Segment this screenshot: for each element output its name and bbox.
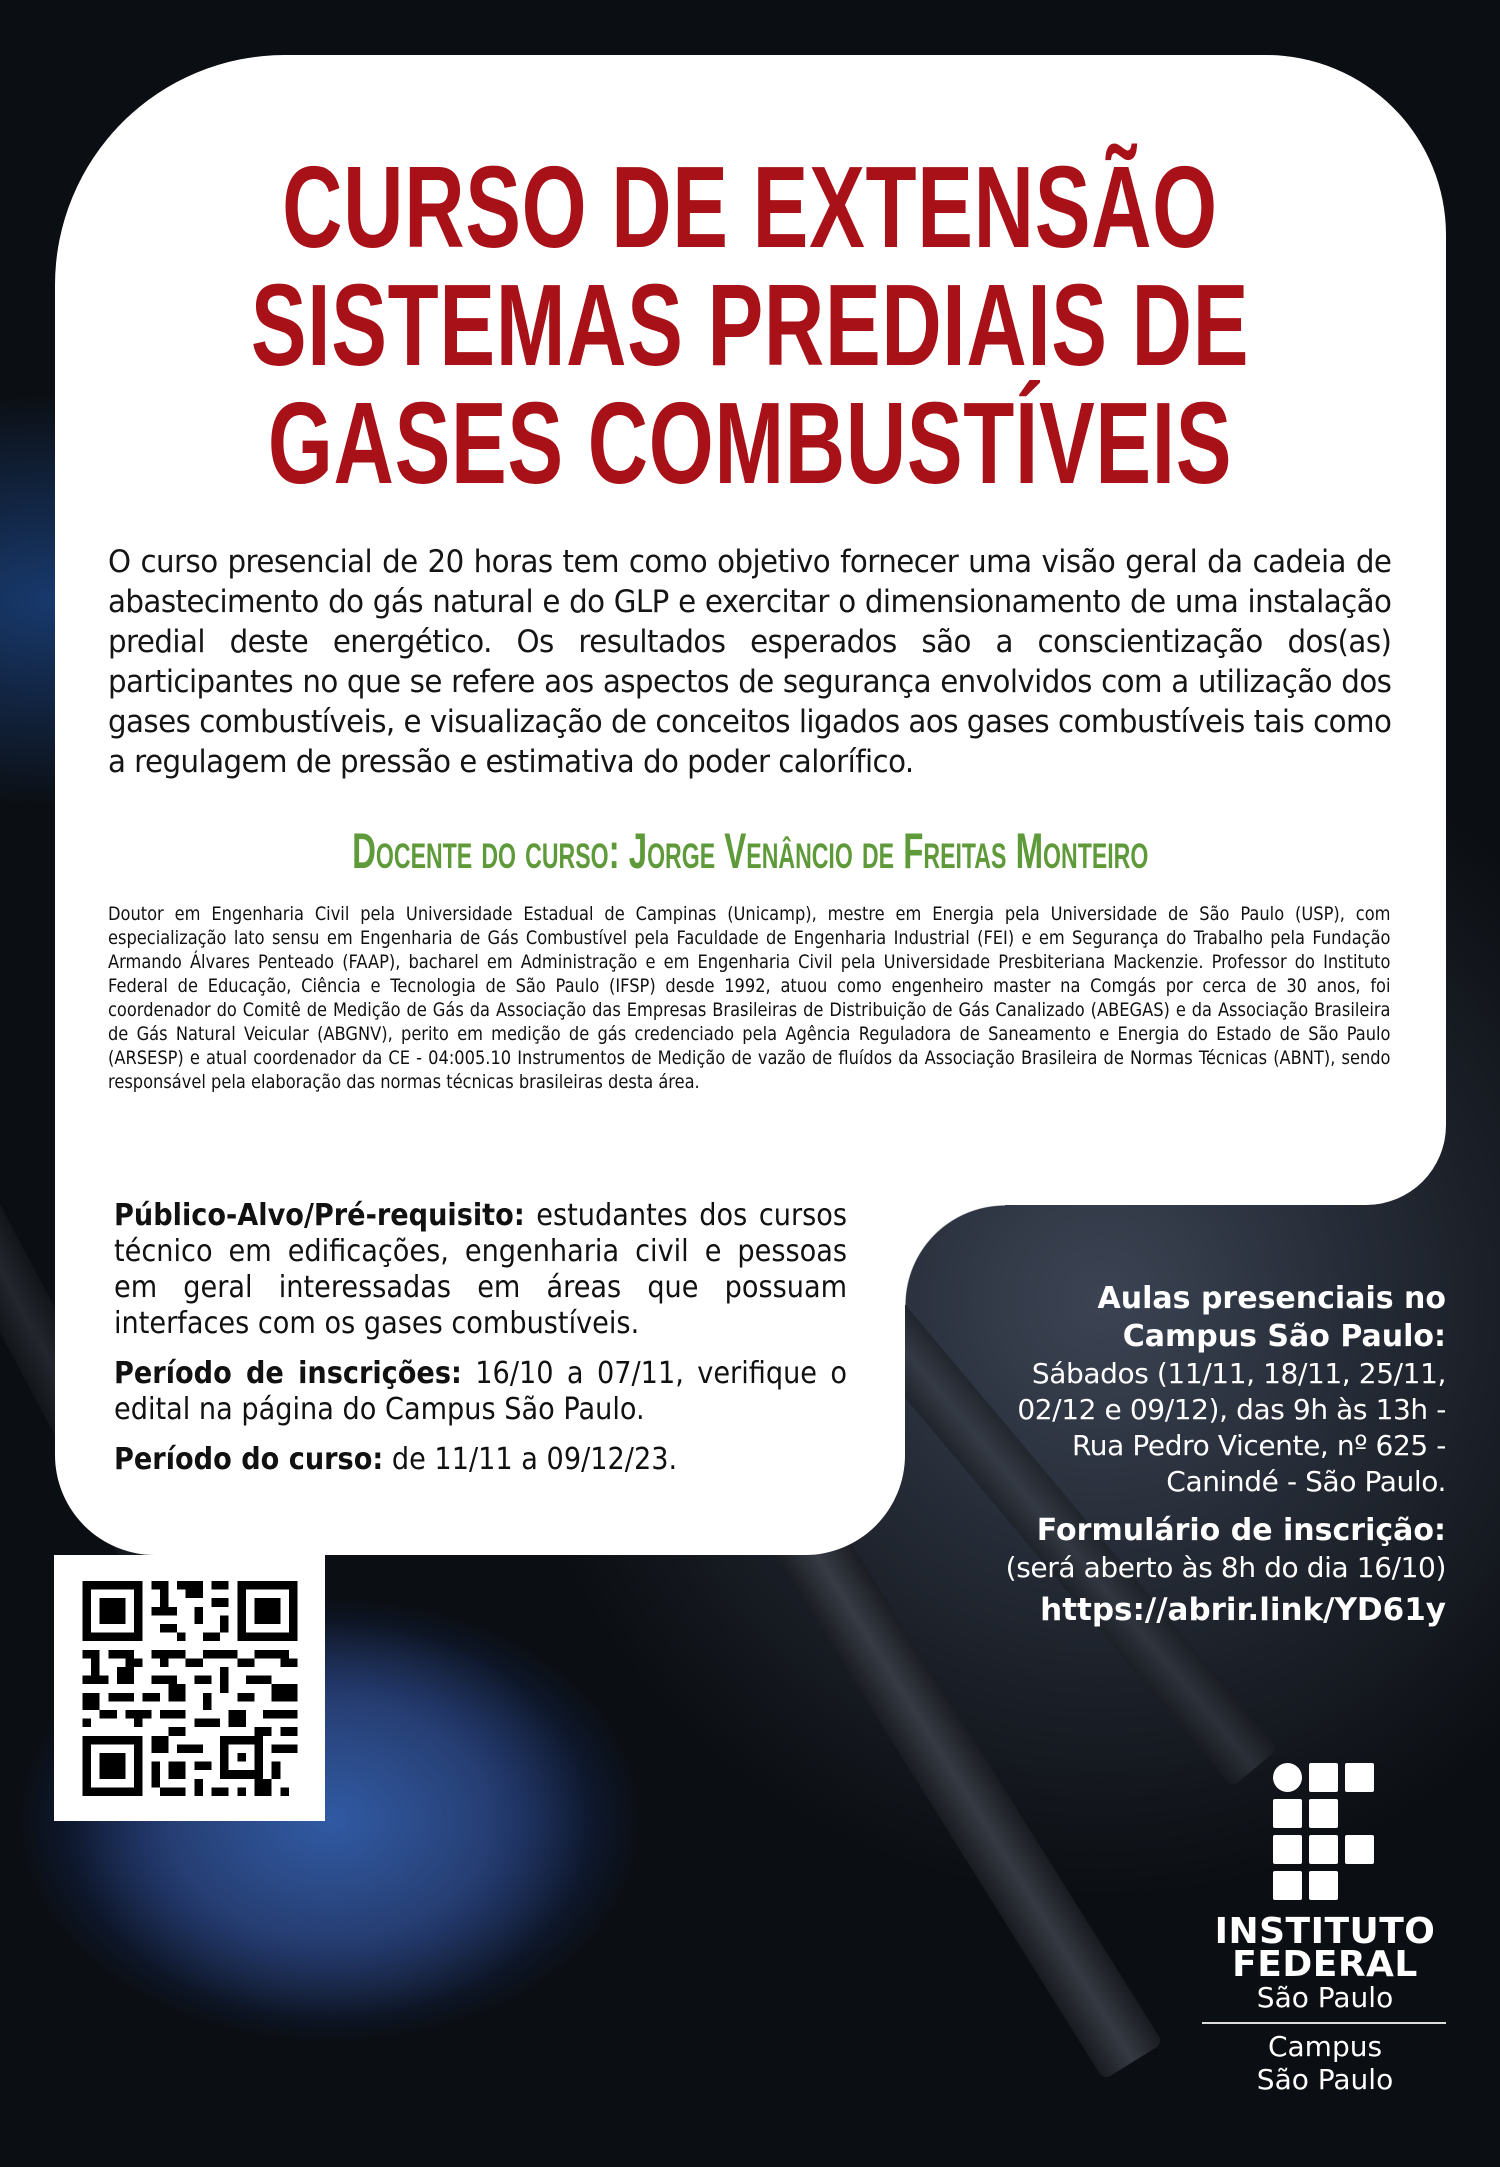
classes-line: Sábados (11/11, 18/11, 25/11, bbox=[1031, 1357, 1446, 1390]
instructor-bio: Doutor em Engenharia Civil pela Universidade Estadual de Campinas (Unicamp), mestre em Energia pela Universidade de São Paulo (USP), com especialização lato sensu em Engenharia de Gás Combustível pela Faculdade de Engenharia Industrial (FEI) e em Segurança do Trabalho pela Fundação Armando Álvares Penteado (FAAP), bacharel em Administração e em Engenharia Civil pela Universidade Presbiteriana Mackenzie. Professor do Instituto Federal de Educação, Ciência e Tecnologia de São Paulo (IFSP) desde 1992, atuou como engenheiro master na Comgás por cerca de 30 anos, foi coordenador do Comitê de Medição de Gás da Associação das Empresas Brasileiras de Distribuição de Gás Canalizado (ABEGAS) e da Associação Brasileira de Gás Natural Veicular (ABGNV), perito em medição de gás credenciado pela Agência Reguladora de Saneamento e Energia do Estado de São Paulo (ARSESP) e atual coordenador da CE - 04:005.10 Instrumentos de Medição de vazão de fluídos da Associação Brasileira de Normas Técnicas (ABNT), sendo responsável pela elaboração das normas técnicas brasileiras desta área. bbox=[108, 903, 1391, 1093]
target-audience bbox=[114, 1198, 847, 1342]
form-heading: Formulário de inscrição: bbox=[1036, 1513, 1446, 1548]
classes-line: 02/12 e 09/12), das 9h às 13h - bbox=[1017, 1393, 1446, 1426]
classes-line: Rua Pedro Vicente, nº 625 - bbox=[1072, 1429, 1446, 1462]
if-logo-grid-icon bbox=[1273, 1763, 1383, 1903]
classes-heading-2: Campus São Paulo: bbox=[1122, 1319, 1446, 1354]
qr-code-icon[interactable] bbox=[54, 1555, 325, 1821]
instituto-federal-logo-icon bbox=[1210, 1763, 1450, 2096]
title-line-1: CURSO DE EXTENSÃO bbox=[282, 142, 1218, 272]
target-audience-label: Público-Alvo/Pré-requisito: bbox=[114, 1198, 525, 1233]
campus-line-1: Campus bbox=[1267, 2030, 1383, 2063]
course-period-label: Período do curso: bbox=[114, 1442, 384, 1477]
institution-name-1: INSTITUTO bbox=[1214, 1911, 1436, 1952]
course-info bbox=[114, 1198, 847, 1492]
form-note: (será aberto às 8h do dia 16/10) bbox=[1005, 1551, 1446, 1584]
title-line-3: GASES COMBUSTÍVEIS bbox=[267, 378, 1233, 508]
logo-divider bbox=[1202, 2022, 1446, 2024]
target-audience-text: estudantes dos cursos técnico em edificações, engenharia civil e pessoas em geral interessadas em áreas que possuam interfaces com os gases combustíveis. bbox=[114, 1198, 848, 1341]
registration-period-text: 16/10 a 07/11, verifique o edital na página do Campus São Paulo. bbox=[114, 1356, 848, 1427]
course-period-text: de 11/11 a 09/12/23. bbox=[383, 1442, 678, 1477]
classes-info bbox=[926, 1280, 1446, 1634]
institution-name-2: FEDERAL bbox=[1232, 1944, 1418, 1985]
instructor-heading bbox=[0, 822, 1500, 880]
classes-heading-1: Aulas presenciais no bbox=[1097, 1281, 1446, 1316]
course-description: O curso presencial de 20 horas tem como objetivo fornecer uma visão geral da cadeia de abastecimento do gás natural e do GLP e exercitar o dimensionamento de uma instalação predial deste energético. Os resultados esperados são a conscientização dos(as) participantes no que se refere aos aspectos de segurança envolvidos com a utilização dos gases combustíveis, e visualização de conceitos ligados aos gases combustíveis tais como a regulagem de pressão e estimativa do poder calorífico. bbox=[108, 544, 1392, 780]
page-title bbox=[0, 142, 1500, 508]
instructor-heading-text: Docente do curso: Jorge Venâncio de Freitas Monteiro bbox=[351, 823, 1149, 879]
registration-period-label: Período de inscrições: bbox=[114, 1356, 462, 1391]
title-line-2: SISTEMAS PREDIAIS DE bbox=[250, 260, 1250, 390]
qr-code-graphic bbox=[80, 1581, 300, 1796]
registration-period bbox=[114, 1356, 847, 1428]
classes-line: Canindé - São Paulo. bbox=[1166, 1465, 1446, 1498]
institution-state: São Paulo bbox=[1256, 1981, 1394, 2014]
campus-line-2: São Paulo bbox=[1256, 2063, 1394, 2096]
course-period bbox=[114, 1442, 847, 1478]
registration-link[interactable]: https://abrir.link/YD61y bbox=[1040, 1592, 1446, 1628]
